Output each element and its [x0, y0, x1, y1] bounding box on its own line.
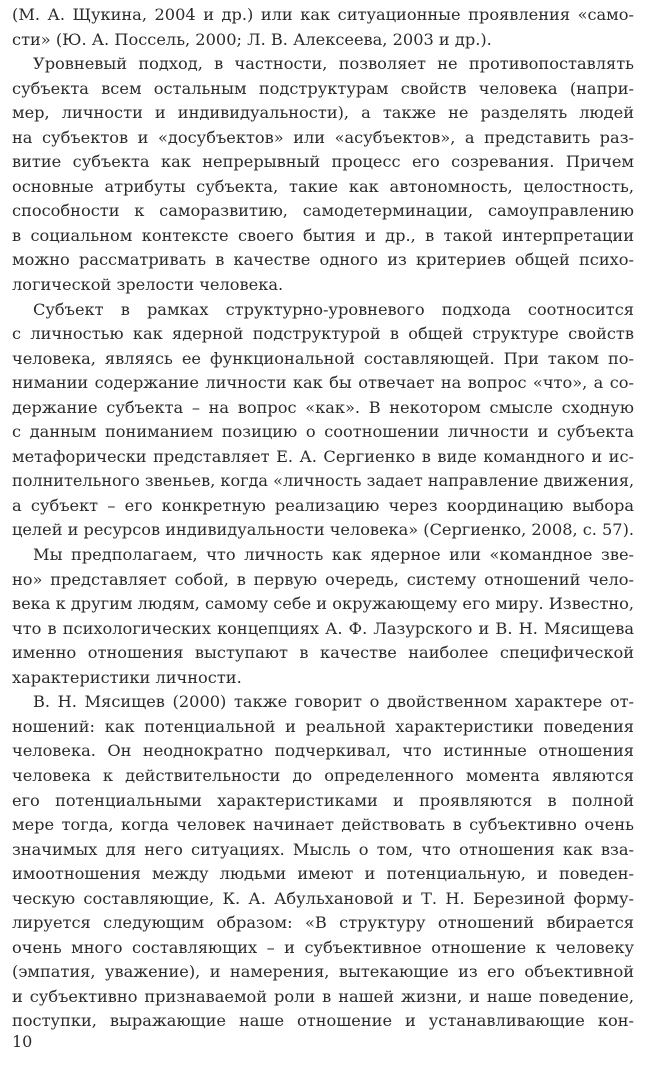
text-line: мер, личности и индивидуальности), а также не разделять людей — [12, 103, 634, 123]
text-line: поступки, выражающие наше отношение и устанавливающие кон- — [12, 1011, 634, 1031]
text-line: основные атрибуты субъекта, такие как автономность, целостность, — [12, 176, 634, 196]
text-line: очень много составляющих – и субъективное отношение к человеку — [12, 937, 634, 957]
text-line: имоотношения между людьми имеют и потенциальную, и поведен- — [12, 864, 634, 884]
text-line: Субъект в рамках структурно-уровневого подхода соотносится — [33, 299, 634, 319]
text-line: его потенциальными характеристиками и проявляются в полной — [12, 790, 634, 810]
text-line: лируется следующим образом: «В структуру отношений вбирается — [12, 913, 634, 933]
text-line: и субъективно признаваемой роли в нашей жизни, и наше поведение, — [12, 986, 634, 1006]
text-line: характеристики личности. — [12, 667, 242, 687]
text-line: что в психологических концепциях А. Ф. Лазурского и В. Н. Мясищева — [12, 618, 634, 638]
text-line: полнительного звеньев, когда «личность задает направление движения, — [12, 471, 635, 491]
text-line: человека. Он неоднократно подчеркивал, что истинные отношения — [12, 741, 634, 761]
text-line: человека, являясь ее функциональной составляющей. При таком по- — [12, 348, 634, 368]
text-line: именно отношения выступают в качестве наиболее специфической — [12, 643, 634, 663]
text-line: держание субъекта – на вопрос «как». В некотором смысле сходную — [12, 397, 634, 417]
text-line: сти» (Ю. А. Поссель, 2000; Л. В. Алексеева, 2003 и др.). — [12, 29, 492, 49]
text-line: нимании содержание личности как бы отвечает на вопрос «что», а со- — [12, 373, 634, 393]
text-line: Мы предполагаем, что личность как ядерное или «командное зве- — [33, 545, 634, 565]
text-line: целей и ресурсов индивидуальности человека» (Сергиенко, 2008, с. 57). — [12, 520, 635, 540]
text-line: с личностью как ядерной подструктурой в общей структуре свойств — [12, 324, 634, 344]
text-line: В. Н. Мясищев (2000) также говорит о двойственном характере от- — [33, 692, 634, 712]
text-line: а субъект – его конкретную реализацию через координацию выбора — [12, 495, 634, 515]
text-line: (М. А. Щукина, 2004 и др.) или как ситуационные проявления «само- — [12, 5, 634, 24]
text-line: века к другим людям, самому себе и окружающему его миру. Известно, — [12, 594, 635, 614]
text-line: но» представляет собой, в первую очередь, систему отношений чело- — [12, 569, 634, 589]
text-line: ношений: как потенциальной и реальной характеристики поведения — [12, 716, 634, 736]
page-number: 10 — [12, 1032, 33, 1051]
text-line: способности к саморазвитию, самодетерминации, самоуправлению — [12, 201, 634, 221]
text-line: субъекта всем остальным подструктурам свойств человека (напри- — [12, 78, 634, 98]
text-line: с данным пониманием позицию о соотношении личности и субъекта — [12, 422, 634, 442]
text-line: ческую составляющие, К. А. Абульхановой и Т. Н. Березиной форму- — [12, 888, 634, 908]
text-line: (эмпатия, уважение), и намерения, вытекающие из его объективной — [12, 962, 634, 982]
text-line: можно рассматривать в качестве одного из критериев общей психо- — [12, 250, 634, 270]
text-line: человека к действительности до определенного момента являются — [12, 765, 634, 785]
text-line: значимых для него ситуациях. Мысль о том, что отношения как вза- — [12, 839, 634, 859]
text-line: витие субъекта как непрерывный процесс его созревания. Причем — [12, 152, 634, 172]
text-line: мере тогда, когда человек начинает действовать в субъективно очень — [12, 815, 634, 835]
text-line: в социальном контексте своего бытия и др., в такой интерпретации — [12, 225, 634, 245]
text-line: Уровневый подход, в частности, позволяет не противопоставлять — [33, 54, 634, 74]
page-body — [12, 3, 634, 1034]
text-line: на субъектов и «досубъектов» или «асубъектов», а представить раз- — [12, 127, 634, 147]
text-line: логической зрелости человека. — [12, 275, 284, 295]
text-line: метафорически представляет Е. А. Сергиенко в виде командного и ис- — [12, 446, 634, 466]
